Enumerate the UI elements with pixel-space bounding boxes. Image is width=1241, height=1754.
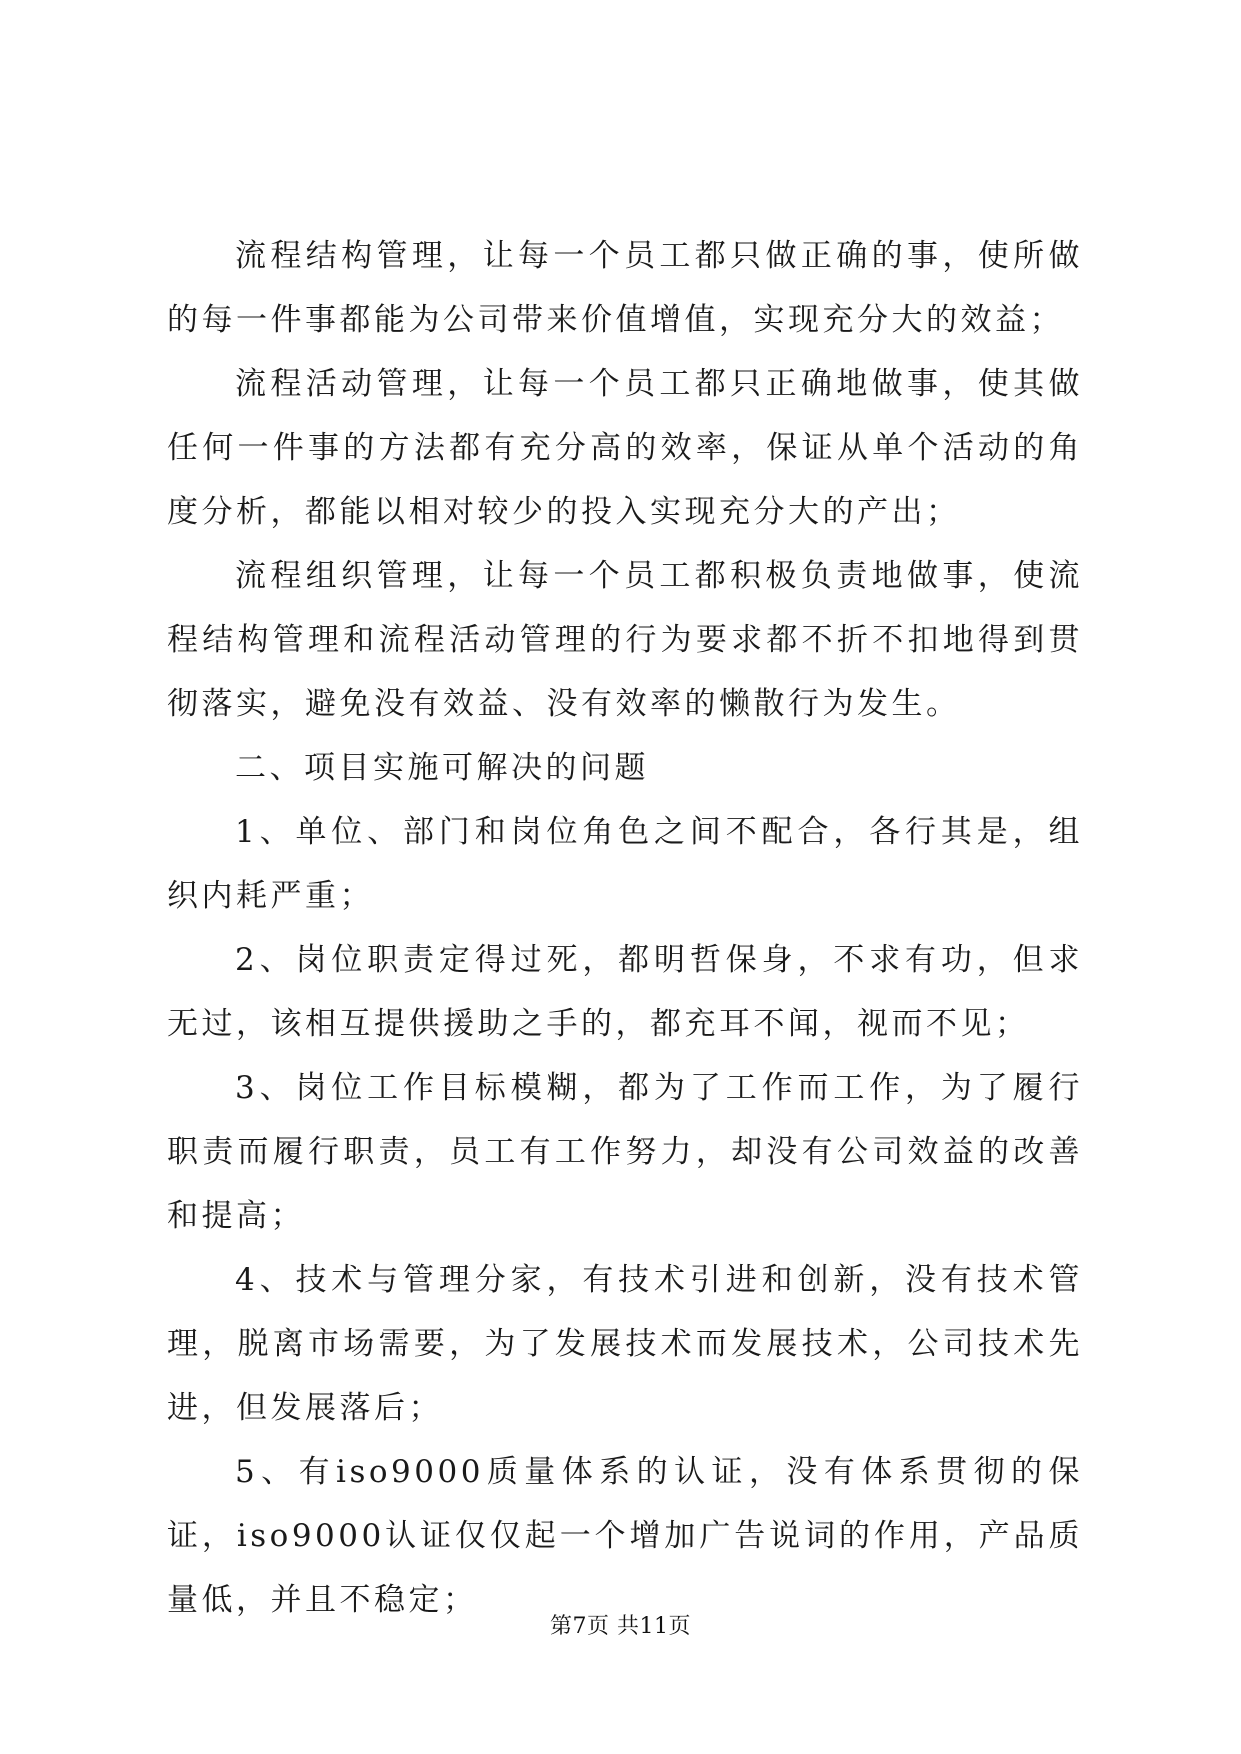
- page-number-footer: 第7页 共11页: [550, 1614, 691, 1639]
- paragraph-process-activity: 流程活动管理，让每一个员工都只正确地做事，使其做任何一件事的方法都有充分高的效率，保证从单个活动的角度分析，都能以相对较少的投入实现充分大的产出；: [167, 366, 1083, 530]
- list-item-1: 1、单位、部门和岗位角色之间不配合，各行其是，组织内耗严重；: [167, 814, 1083, 914]
- list-item-4: 4、技术与管理分家，有技术引进和创新，没有技术管理，脱离市场需要，为了发展技术而发展技术，公司技术先进，但发展落后；: [167, 1262, 1083, 1426]
- document-body: [167, 224, 1083, 1632]
- list-item-5: 5、有iso9000质量体系的认证，没有体系贯彻的保证，iso9000认证仅仅起一个增加广告说词的作用，产品质量低，并且不稳定；: [167, 1454, 1083, 1618]
- list-item-3: 3、岗位工作目标模糊，都为了工作而工作，为了履行职责而履行职责，员工有工作努力，却没有公司效益的改善和提高；: [167, 1070, 1083, 1234]
- paragraph-process-organization: 流程组织管理，让每一个员工都积极负责地做事，使流程结构管理和流程活动管理的行为要求都不折不扣地得到贯彻落实，避免没有效益、没有效率的懒散行为发生。: [167, 558, 1083, 722]
- list-item-2: 2、岗位职责定得过死，都明哲保身，不求有功，但求无过，该相互提供援助之手的，都充耳不闻，视而不见；: [167, 942, 1083, 1042]
- paragraph-process-structure: 流程结构管理，让每一个员工都只做正确的事，使所做的每一件事都能为公司带来价值增值，实现充分大的效益；: [167, 238, 1083, 338]
- section-heading: 二、项目实施可解决的问题: [235, 750, 649, 786]
